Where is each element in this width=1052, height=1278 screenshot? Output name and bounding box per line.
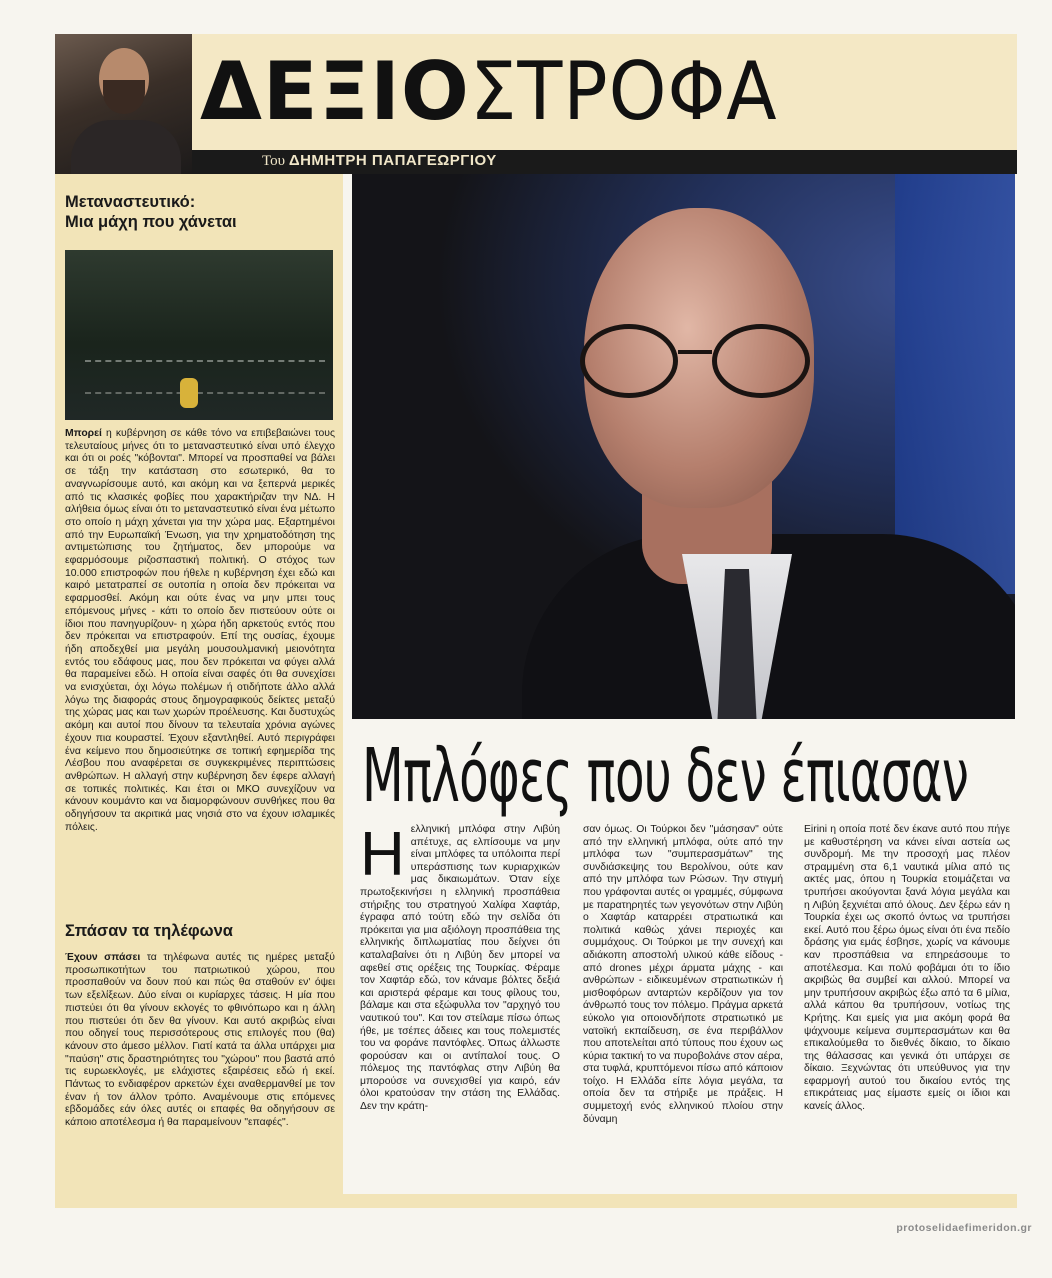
source-watermark: protoselidaefimeridon.gr xyxy=(896,1222,1032,1234)
article-column-2: σαν όμως. Οι Τούρκοι δεν "μάσησαν" ούτε από την ελληνική μπλόφα, ούτε από την μπλόφα των "συμπερασμάτων" της συνδιάσκεψης του Βερολίνου, ούτε καν από την μπλόφα των Ρώσων. Την στιγμή που γράφονται αυτές οι γραμμές, σύμφωνα με παρατηρητές των γεγονότων στην Λιβύη ο Χαφτάρ καταρρέει στρατιωτικά και πολιτικά καθώς χάνει περιοχές και συμμάχους. Οι Τούρκοι με την συνεχή και αδιάκοπη αποστολή υλικού κάθε είδους - από drones μέχρι άρματα μάχης - και ανθρώπων - ειδικευμένων στρατιωτικών ή μισθοφόρων ανταρτών κερδίζουν για τον άνθρωπό τους τον πόλεμο. Πράγμα αρκετά εύκολο για οποιονδήποτε στρατιωτικό με νατοϊκή εκπαίδευση, σε ένα περιβάλλον που αποτελείται από τύπους που έχουν ως κύρια τακτική το να πυροβολάνε στον αέρα, στα τυφλά, κρυπτόμενοι πίσω από κάποιον τοίχο. Η Ελλάδα είπε λόγια μεγάλα, τα οποία δεν τα στήριξε με πράξεις. Η συμμετοχή ενός ελληνικού πλοίου στην δύναμη xyxy=(583,824,783,1125)
sidebar-column xyxy=(55,174,343,1194)
footer-rule xyxy=(55,1194,1017,1208)
byline-bar xyxy=(192,150,1017,174)
sidebar-headline: Μεταναστευτικό: Μια μάχη που χάνεται xyxy=(65,193,237,231)
main-photo xyxy=(352,174,1015,719)
byline-prefix: Του xyxy=(262,153,286,169)
author-photo xyxy=(55,34,192,174)
article-column-3: Eirini η οποία ποτέ δεν έκανε αυτό που πήγε με καθυστέρηση να κάνει είναι αστεία ως συνδρομή. Με την προσοχή μας πλέον στραμμένη στα 6,1 ναυτικά μίλια από τις ακτές μας, όπου η Τουρκία ετοιμάζεται να τρυπήσει ακούγονται ξανά λόγια μεγάλα και η Λιβύη ξεχνιέται από όλους. Δεν ξέρω εάν η Τουρκία έχει ως σκοπό όντως να τρυπήσει εκεί. Αυτό που ξέρω όμως είναι ότι ένα πεδίο δράσης για εμάς έσβησε, χωρίς να κάνουμε καν προσπάθεια να επηρεάσουμε το αποτέλεσμα. Και πολύ φοβάμαι ότι το ίδιο ακριβώς θα συμβεί και αλλού. Μπορεί να μην τρυπήσουν ακριβώς έξω από τα 6 μίλια, αλλά κάπου θα τρυπήσουν, νοτίως της Κρήτης. Και εμείς για μια ακόμη φορά θα ψάχνουμε κείμενα συμπερασμάτων και θα επικαλούμεθα το διεθνές δίκαιο, το δίκαιο της θάλασσας και γενικά ότι υπάρχει σε δίκαιο. Ξεχνώντας ότι υπεύθυνος για την εφαρμογή αυτού του δικαίου εντός της επικράτειας μας είμαστε εμείς οι ίδιοι και κανείς άλλος. xyxy=(804,824,1010,1113)
section-title xyxy=(200,32,804,152)
drop-cap: Η xyxy=(360,820,405,889)
byline xyxy=(262,152,497,170)
glasses xyxy=(580,324,820,394)
section-title-bold: ΔΕΞΙΟ xyxy=(200,45,470,138)
byline-name: ΔΗΜΗΤΡΗ ΠΑΠΑΓΕΩΡΓΙΟΥ xyxy=(288,152,497,169)
sidebar-second-headline: Σπάσαν τα τηλέφωνα xyxy=(65,922,233,940)
section-title-light: ΣΤΡΟΦΑ xyxy=(469,45,778,138)
article-column-1: Ηελληνική μπλόφα στην Λιβύη απέτυχε, ας ελπίσουμε να μην είναι μπλόφες τα υπόλοιπα περί υπεράσπισης των κυριαρχικών μας δικαιωμάτων. Όταν είχε πρωτοξεκινήσει η ελληνική προσπάθεια στήριξης του στρατηγού Χαλίφα Χαφτάρ, έγραφα από τούτη εδώ την σελίδα ότι πρόκειται για μια αξιόλογη προσπάθεια της ελληνικής διπλωματίας που δείχνει ότι καταλαβαίνει ότι η Λιβύη δεν μπορεί να αφεθεί στις ορέξεις της Τουρκίας. Φέραμε τον Χαφτάρ εδώ, τον κάναμε βόλτες δεξιά και αριστερά φέραμε και τους φίλους του, βάλαμε και στα εξώφυλλα τον "αρχηγό του ναυτικού του". Και τον στείλαμε πίσω όπως ήθε, με τσέπες άδειες και τους πολεμιστές του να φοράνε παντόφλες. Όπως άλλωστε φορούσαν και οι αντίπαλοί τους. Ο πόλεμος της παντόφλας στην Λιβύη θα μπορούσε να συνεχισθεί για καιρό, εάν όλοι κρατούσαν την στάση της Ελλάδας. Δεν την κράτη- xyxy=(360,820,560,1113)
column-masthead xyxy=(55,34,1017,174)
sidebar-second-body: Έχουν σπάσει τα τηλέφωνα αυτές τις ημέρες μεταξύ προσωπικοτήτων του πατριωτικού χώρου, που προσπαθούν να δουν πού και πώς θα σταθούν εν' όψει των εξελίξεων. Δύο είναι οι κυρίαρχες τάσεις. Η μία που πιστεύει ότι θα γίνουν εκλογές το φθινόπωρο και η άλλη που πιστεύει ότι δεν θα γίνουν. Και αυτό ακριβώς είναι που οδηγεί τους περισσότερους στις επιλογές που (θα) κάνουν στο άμεσο μέλλον. Γιατί κατά τα άλλα υπάρχει μια "παύση" στις δραστηριότητες του "χώρου" που βαστά από τις ευρωεκλογές, με ελάχιστες εξαιρέσεις εδώ ή εκεί. Πάντως το ενδιαφέρον αρκετών έχει αναθερμανθεί με τον έναν ή τον άλλον τρόπο. Αναμένουμε στις επόμενες εβδομάδες εάν όλες αυτές οι επαφές θα οδηγήσουν σε κάποιο αποτέλεσμα ή θα παραμείνουν "επαφές". xyxy=(65,952,335,1129)
article-headline: Μπλόφες που δεν έπιασαν xyxy=(362,731,969,820)
sidebar-body: Μπορεί η κυβέρνηση σε κάθε τόνο να επιβεβαιώνει τους τελευταίους μήνες ότι το μεταναστευτικό είναι υπό έλεγχο και ότι οι ροές "κόβονται". Μπορεί να προσπαθεί να βάλει σε τάξη την κατάσταση στο εσωτερικό, θα το αναγνωρίσουμε αυτό, και ακόμη και να ξεπερνά μερικές από τις κλασικές φοβίες που χαρακτήριζαν την ΝΔ. Η αλήθεια όμως είναι ότι το μεταναστευτικό είναι ένα μέτωπο στο οποίο η μάχη χάνεται για την χώρα μας. Εξαρτημένοι από την Ευρωπαϊκή Ένωση, για την χρηματοδότηση της αντιμετώπισης του ζητήματος, δεν μπορούμε να εφαρμόσουμε ριζοσπαστική πολιτική. Ο στόχος των 10.000 επιστροφών που ήθελε η κυβέρνηση έχει εδώ και καιρό μετατραπεί σε ουτοπία η οποία δεν πρόκειται να εφαρμοσθεί. Ακόμη και ούτε ένας να μην μπει τους επόμενους μήνες - κάτι το οποίο δεν πιστεύουν ούτε οι ίδιοι που πανηγυρίζουν- η χώρα ήδη αρκετούς εντός που δεν πρόκειται να επιστραφούν. Επί της ουσίας, έχουμε ήδη αποδεχθεί μια μεγάλη μουσουλμανική μειονότητα εντός του εδάφους μας, που δεν πρόκειται να φύγει αλλά θα παραμείνει εδώ. Η οποία είναι σαφές ότι θα συνεχίσει να ενισχύεται, όχι λόγω πολέμων ή οτιδήποτε άλλο αλλά λόγω της διαφοράς στους δημογραφικούς δείκτες μεταξύ της χώρας μας και των χωρών προέλευσης. Και δυστυχώς ακόμη και αυτοί που δίνουν τα τελευταία χρόνια αγώνες έχουν πια κουραστεί. Έχουν εξαντληθεί. Αυτό περιγράφει ένα κείμενο που δημοσιεύτηκε σε τοπική εφημερίδα της Λέσβου που αναφέρεται σε συγκεκριμένες περιπτώσεις ανθρώπων. Η αλλαγή στην κυβέρνηση δεν έφερε αλλαγή σε τοπικές πολιτικές. Και έτσι οι ΜΚΟ συνεχίζουν να κάνουν κουμάντο και να διαμορφώνουν συνθήκες που θα οδηγήσουν τα ακριτικά μας νησιά στο να έχουν ισλαμικές πόλεις. xyxy=(65,428,335,833)
sidebar-photo xyxy=(65,250,333,420)
